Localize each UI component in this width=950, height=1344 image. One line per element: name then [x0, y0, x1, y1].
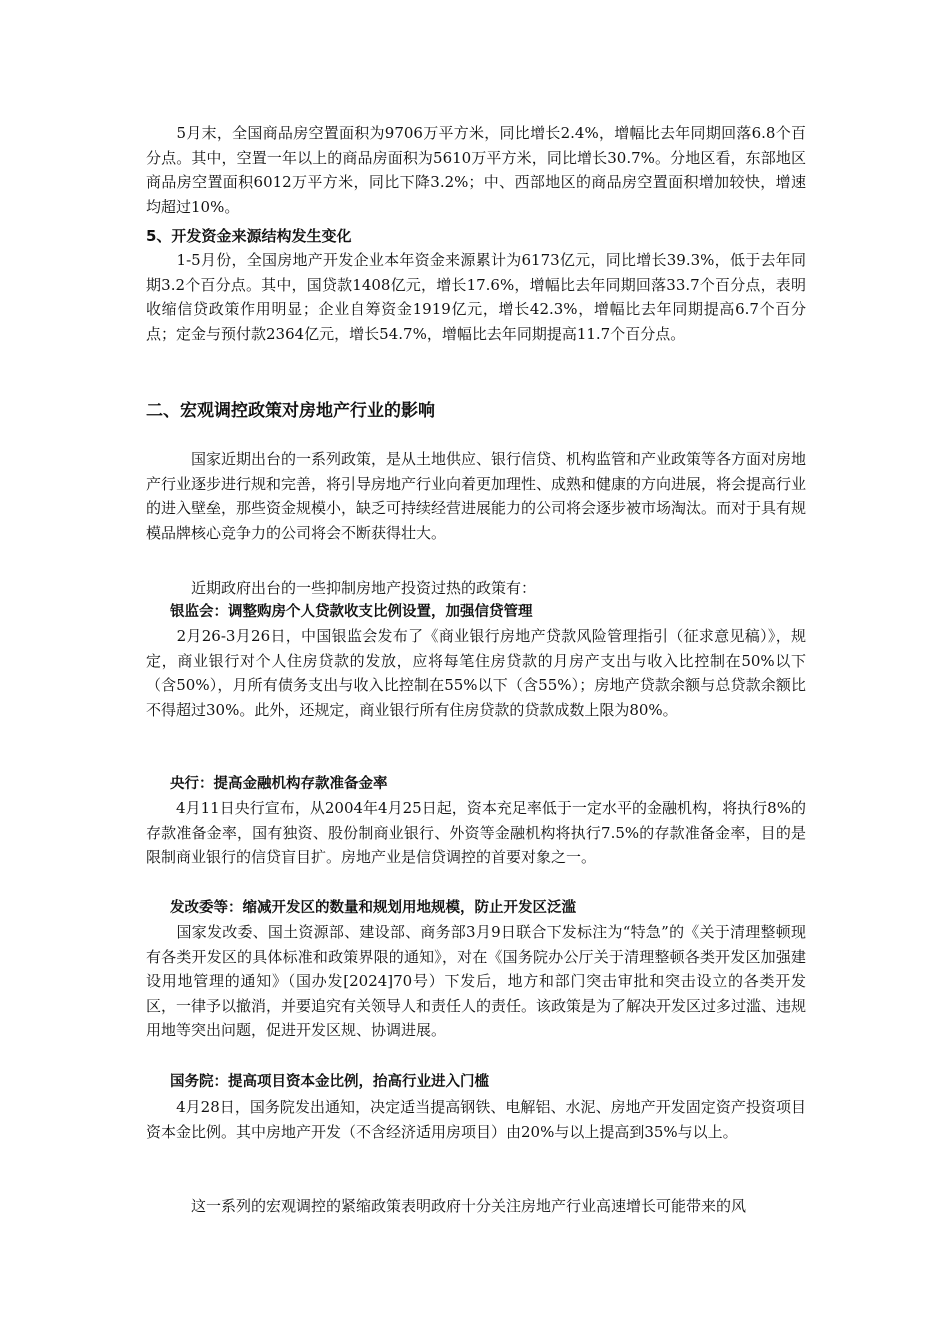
subheading-cbrc: 银监会：调整购房个人贷款收支比例设置，加强信贷管理: [170, 604, 533, 620]
subheading-state-council: 国务院：提高项目资本金比例，抬高行业进入门槛: [170, 1074, 489, 1090]
paragraph-state-council: 4月28日，国务院发出通知，决定适当提高钢铁、电解铝、水泥、房地产开发固定资产投资项目资本金比例。其中房地产开发（不含经济适用房项目）由20%与以上提高到35%与以上。: [146, 1098, 806, 1141]
section-title-macro-policy: 二、宏观调控政策对房地产行业的影响: [146, 401, 435, 421]
paragraph-policy-intro: 国家近期出台的一系列政策，是从土地供应、银行信贷、机构监管和产业政策等各方面对房地产行业逐步进行规和完善，将引导房地产行业向着更加理性、成熟和健康的方向进展，将会提高行业的进入壁垒，那些资金规模小，缺乏可持续经营进展能力的公司将会逐步被市场淘汰。而对于具有规模品牌核心竞争力的公司将会不断获得壮大。: [146, 450, 807, 542]
subheading-pboc: 央行：提高金融机构存款准备金率: [170, 776, 388, 792]
paragraph-ndrc: 国家发改委、国土资源部、建设部、商务部3月9日联合下发标注为“特急”的《关于清理整顿现有各类开发区的具体标准和政策界限的通知》，对在《国务院办公厅关于清理整顿各类开发区加强建设用地管理的通知》（国办发[2024]70号）下发后，地方和部门突击审批和突击设立的各类开发区，一律予以撤消，并要追究有关领导人和责任人的责任。该政策是为了解决开发区过多过滥、违规用地等突出问题，促进开发区规、协调进展。: [146, 923, 807, 1040]
paragraph-recent-policies: 近期政府出台的一些抑制房地产投资过热的政策有：: [146, 579, 537, 597]
subheading-ndrc: 发改委等：缩减开发区的数量和规划用地规模，防止开发区泛滥: [170, 900, 576, 916]
paragraph-funding: 1-5月份，全国房地产开发企业本年资金来源累计为6173亿元，同比增长39.3%，低于去年同期3.2个百分点。其中，国贷款1408亿元，增长17.6%，增幅比去年同期回落33.7个百分点，表明收缩信贷政策作用明显；企业自筹资金1919亿元，增长42.3%，增幅比去年同期提高6.7个百分点；定金与预付款2364亿元，增长54.7%，增幅比去年同期提高11.7个百分点。: [146, 251, 806, 343]
paragraph-vacancy: 5月末，全国商品房空置面积为9706万平方米，同比增长2.4%，增幅比去年同期回落6.8个百分点。其中，空置一年以上的商品房面积为5610万平方米，同比增长30.7%。分地区看，东部地区商品房空置面积6012万平方米，同比下降3.2%；中、西部地区的商品房空置面积增加较快，增速均超过10%。: [146, 124, 806, 216]
paragraph-pboc: 4月11日央行宣布，从2004年4月25日起，资本充足率低于一定水平的金融机构，将执行8%的存款准备金率，国有独资、股份制商业银行、外资等金融机构将执行7.5%的存款准备金率，目的是限制商业银行的信贷盲目扩。房地产业是信贷调控的首要对象之一。: [146, 799, 806, 867]
heading-funding-structure: 5、开发资金来源结构发生变化: [146, 227, 352, 245]
paragraph-cbrc: 2月26-3月26日，中国银监会发布了《商业银行房地产贷款风险管理指引（征求意见稿）》，规定，商业银行对个人住房贷款的发放，应将每笔住房贷款的月房产支出与收入比控制在50%以下（含50%），月所有债务支出与收入比控制在55%以下（含55%）；房地产贷款余额与总贷款余额比不得超过30%。此外，还规定，商业银行所有住房贷款的贷款成数上限为80%。: [146, 627, 806, 719]
paragraph-conclusion: 这一系列的宏观调控的紧缩政策表明政府十分关注房地产行业高速增长可能带来的风: [146, 1197, 747, 1215]
